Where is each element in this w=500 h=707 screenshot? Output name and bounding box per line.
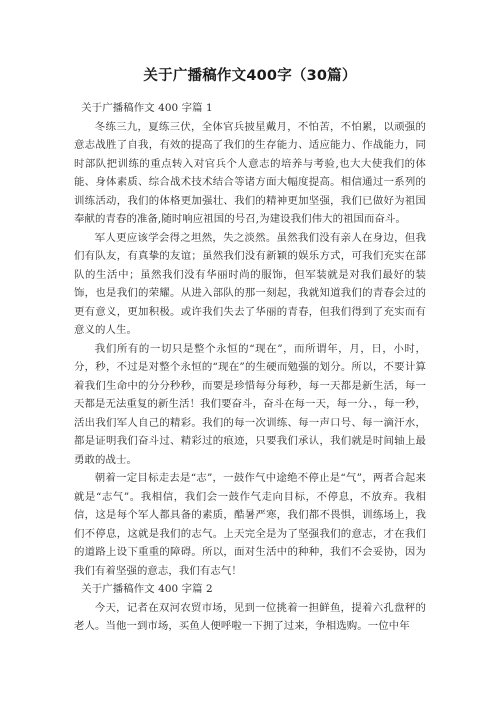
paragraph: 军人更应该学会得之坦然，失之淡然。虽然我们没有亲人在身边，但我们有队友，有真挚的友谊；虽然我们没有新颖的娱乐方式，可我们充实在部队的生活中；虽然我们没有华丽时尚的服饰，但军装就是对我们最好的装饰，也是我们的荣耀。从进入部队的那一刻起，我就知道我们的青春会过的更有意义，更加积极。或许我们失去了华丽的青春，但我们得到了充实而有意义的人生。 xyxy=(74,231,426,336)
paragraph: 今天，记者在双河农贸市场，见到一位挑着一担鲜鱼，提着六孔盘秤的老人。当他一到市场，买鱼人便呼啦一下拥了过来，争相选购。一位中年 xyxy=(74,601,426,632)
paragraph: 朝着一定目标走去是“志”，一鼓作气中途绝不停止是“气”，两者合起来就是“志气”。我相信，我们会一鼓作气走向目标，不停息，不放弃。我相信，这是每个军人都具备的素质，酷暑严寒，我们都不畏惧，训练场上，我们不停息，这就是我们的志气。上天完全是为了坚强我们的意志，才在我们的道路上设下重重的障碍。所以，面对生活中的种种，我们不会妥协，因为我们有着坚强的意志，我们有志气！ xyxy=(74,472,426,577)
section-heading: 关于广播稿作文 400 字篇 1 xyxy=(81,102,213,114)
paragraph: 冬练三九，夏练三伏，全体官兵披星戴月，不怕苦，不怕累，以顽强的意志战胜了自我，有效的提高了我们的生存能力、适应能力、作战能力，同时部队把训练的重点转入对官兵个人意志的培养与考验,也大大使我们的体能、身体素质、综合战术技术结合等诸方面大幅度提高。相信通过一系列的训练活动，我们的体格更加强壮、我们的精神更加坚强，我们已做好为祖国奉献的青春的准备,随时响应祖国的号召,为建设我们伟大的祖国而奋斗。 xyxy=(74,120,426,225)
section-heading: 关于广播稿作文 400 字篇 2 xyxy=(81,583,213,595)
document-body xyxy=(74,99,426,636)
paragraph: 我们所有的一切只是整个永恒的“现在”，而所谓年，月，日，小时，分，秒，不过是对整个永恒的“现在”的生硬而勉强的划分。所以，不要计算着我们生命中的分分秒秒，而要是珍惜每分每秒，每一天都是新生活，每一天都是无法重复的新生活！我们要奋斗，奋斗在每一天，每一分、，每一秒，活出我们军人自己的精彩。我们的每一次训练、每一声口号、每一滴汗水，都是证明我们奋斗过、精彩过的痕迹，只要我们承认，我们就是时间轴上最勇敢的战士。 xyxy=(74,342,426,466)
page-title: 关于广播稿作文400字（30篇） xyxy=(143,68,357,84)
